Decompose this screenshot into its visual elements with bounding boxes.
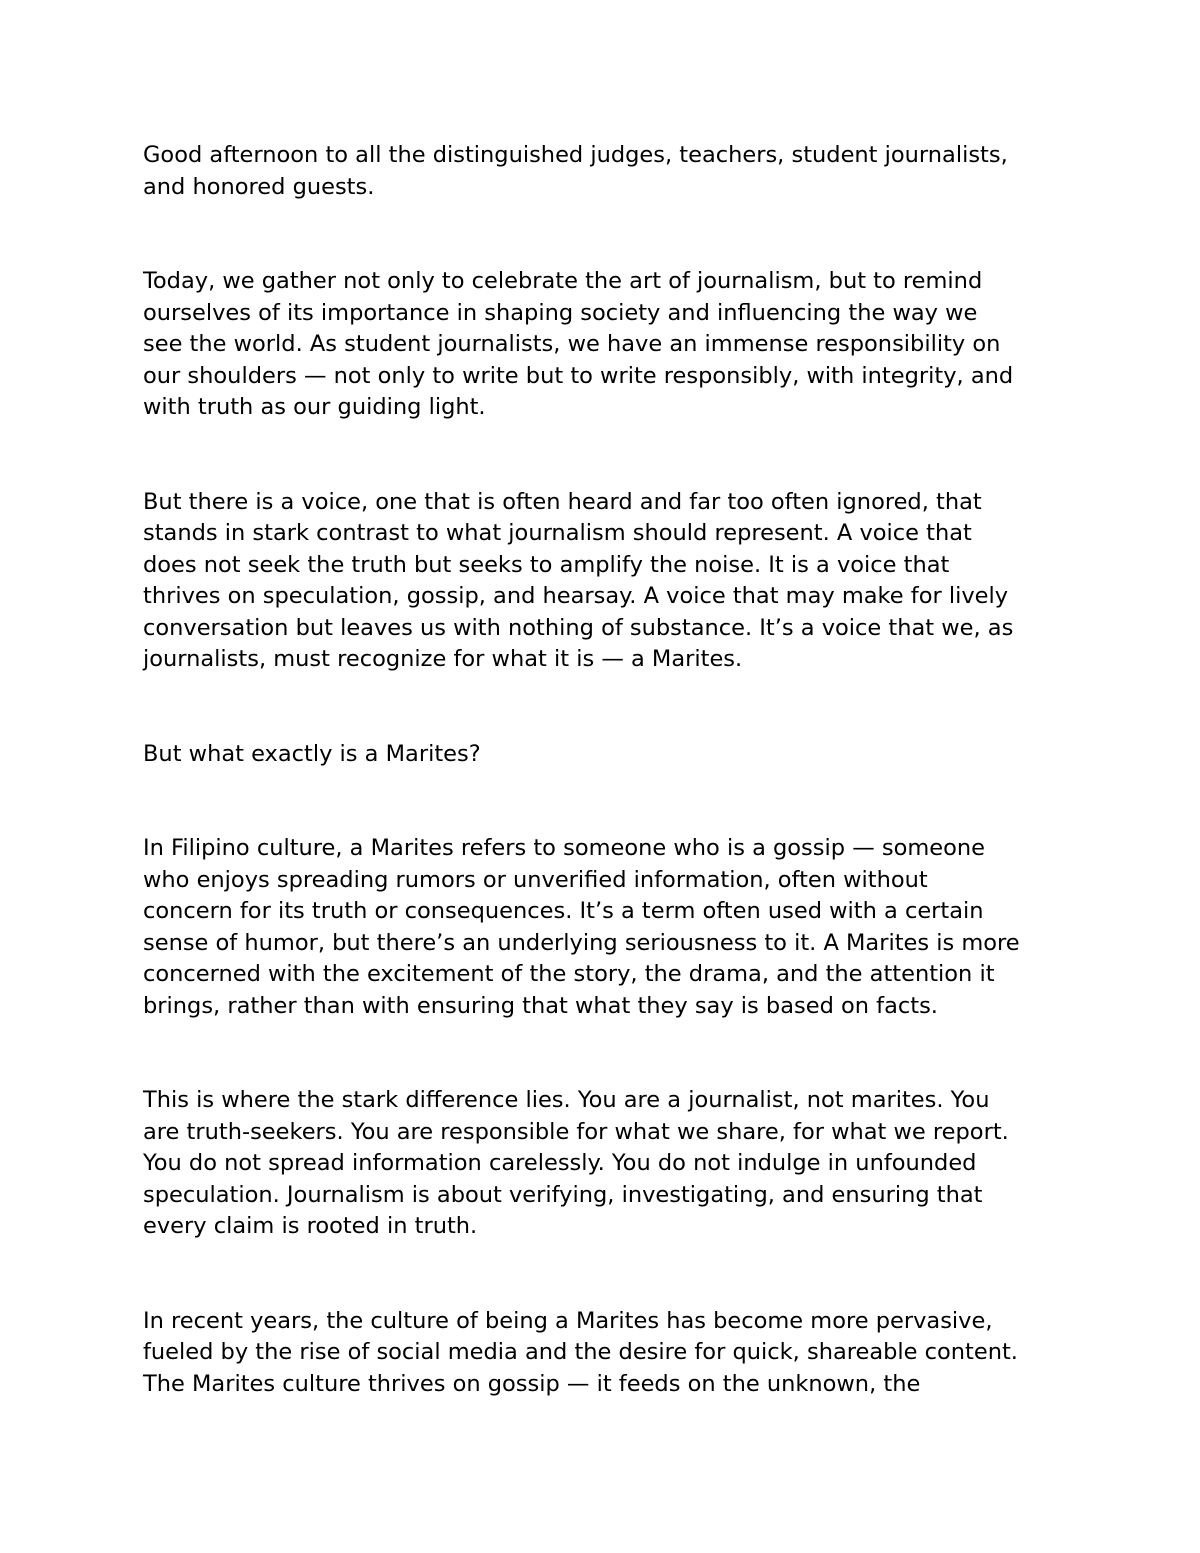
paragraph-voice bbox=[143, 487, 1078, 676]
text-line: concern for its truth or consequences. It’s a term often used with a certain bbox=[143, 898, 984, 924]
text-line: But what exactly is a Marites? bbox=[143, 740, 481, 767]
text-line: who enjoys spreading rumors or unverified information, often without bbox=[143, 866, 928, 893]
text-line: This is where the stark difference lies. You are a journalist, not marites. You bbox=[143, 1087, 990, 1113]
text-line: fueled by the rise of social media and the desire for quick, shareable content. bbox=[143, 1339, 1018, 1365]
text-line: The Marites culture thrives on gossip — it feeds on the unknown, the bbox=[143, 1370, 921, 1397]
text-line: In Filipino culture, a Marites refers to someone who is a gossip — someone bbox=[143, 835, 985, 861]
text-line: sense of humor, but there’s an underlying seriousness to it. A Marites is more bbox=[143, 929, 1020, 956]
text-line: stands in stark contrast to what journalism should represent. A voice that bbox=[143, 520, 972, 546]
paragraph-recent-years bbox=[143, 1306, 1078, 1401]
text-line: journalists, must recognize for what it is — a Marites. bbox=[143, 646, 743, 672]
text-line: But there is a voice, one that is often heard and far too often ignored, that bbox=[143, 488, 982, 515]
paragraph-difference bbox=[143, 1085, 1078, 1243]
paragraph-question bbox=[143, 739, 1078, 771]
paragraph-greeting bbox=[143, 140, 1078, 203]
text-line: Good afternoon to all the distinguished judges, teachers, student journalists, bbox=[143, 142, 1008, 168]
paragraph-introduction bbox=[143, 266, 1078, 424]
text-line: are truth-seekers. You are responsible for what we share, for what we report. bbox=[143, 1118, 1009, 1145]
text-line: In recent years, the culture of being a Marites has become more pervasive, bbox=[143, 1307, 993, 1334]
text-line: with truth as our guiding light. bbox=[143, 394, 486, 420]
text-line: thrives on speculation, gossip, and hearsay. A voice that may make for lively bbox=[143, 583, 1009, 609]
text-line: brings, rather than with ensuring that what they say is based on facts. bbox=[143, 992, 938, 1019]
text-line: our shoulders — not only to write but to write responsibly, with integrity, and bbox=[143, 362, 1014, 389]
text-line: does not seek the truth but seeks to amplify the noise. It is a voice that bbox=[143, 551, 950, 578]
document-body bbox=[143, 140, 1078, 1463]
paragraph-definition bbox=[143, 833, 1078, 1022]
text-line: ourselves of its importance in shaping society and influencing the way we bbox=[143, 299, 978, 326]
text-line: and honored guests. bbox=[143, 173, 375, 200]
text-line: every claim is rooted in truth. bbox=[143, 1213, 478, 1239]
text-line: You do not spread information carelessly. You do not indulge in unfounded bbox=[143, 1150, 977, 1176]
text-line: concerned with the excitement of the story, the drama, and the attention it bbox=[143, 961, 995, 987]
text-line: Today, we gather not only to celebrate the art of journalism, but to remind bbox=[143, 268, 983, 294]
text-line: see the world. As student journalists, we have an immense responsibility on bbox=[143, 331, 1001, 357]
text-line: speculation. Journalism is about verifying, investigating, and ensuring that bbox=[143, 1181, 983, 1208]
text-line: conversation but leaves us with nothing of substance. It’s a voice that we, as bbox=[143, 614, 1014, 641]
